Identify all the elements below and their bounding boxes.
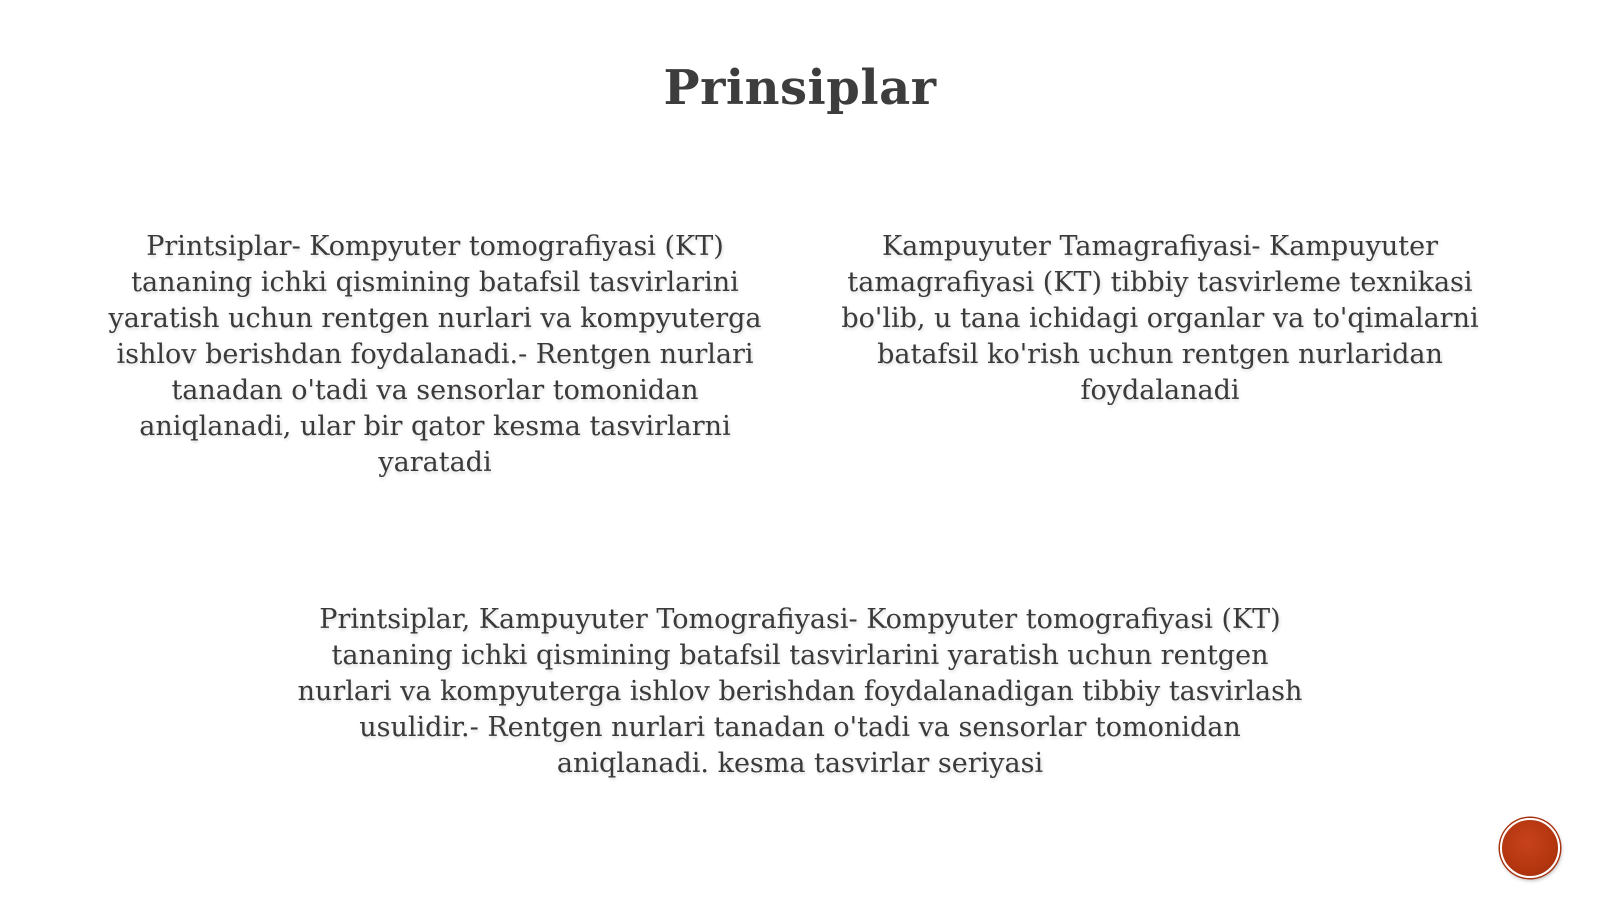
paragraph-right: Kampuyuter Tamagrafiyasi- Kampuyuter tamagrafiyasi (KT) tibbiy tasvirleme texnikasi bo'lib, u tana ichidagi organlar va to'qimalarni batafsil ko'rish uchun rentgen nurlaridan foydalanadi xyxy=(841,231,1479,406)
slide-title: Prinsiplar xyxy=(663,60,937,116)
paragraph-left: Printsiplar- Kompyuter tomografiyasi (KT) tananing ichki qismining batafsil tasvirlarini yaratish uchun rentgen nurlari va kompyuterga ishlov berishdan foydalanadi.- Rentgen nurlari tanadan o'tadi va sensorlar tomonidan aniqlanadi, ular bir qator kesma tasvirlarni yaratadi xyxy=(108,231,762,478)
paragraph-bottom: Printsiplar, Kampuyuter Tomografiyasi- Kompyuter tomografiyasi (KT) tananing ichki qismining batafsil tasvirlarini yaratish uchun rentgen nurlari va kompyuterga ishlov berishdan foydalanadigan tibbiy tasvirlash usulidir.- Rentgen nurlari tanadan o'tadi va sensorlar tomonidan aniqlanadi. kesma tasvirlar seriyasi xyxy=(297,604,1303,779)
slide-nav-circle-icon[interactable] xyxy=(1500,818,1560,878)
